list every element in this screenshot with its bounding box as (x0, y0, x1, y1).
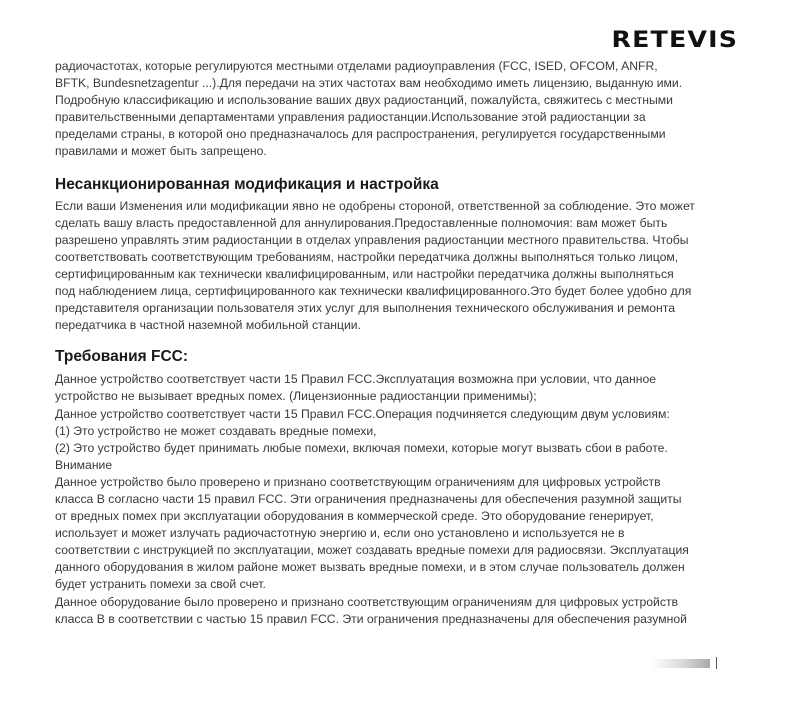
text-line: Внимание (55, 457, 113, 472)
text-line: (2) Это устройство будет принимать любые помехи, включая помехи, которые могут вызвать сбои в работе. (55, 440, 668, 455)
text-line: использует и может излучать радиочастотную энергию и, если оно установлено и используется не в (55, 526, 625, 541)
text-line: Данное устройство соответствует части 15 Правил FCC.Операция подчиняется следующим двум условиям: (55, 406, 670, 421)
text-line: сертифицированным как технически квалифицированным, или настройки передатчика должны выполняться (55, 266, 674, 281)
text-line: данного оборудования в жилом районе может вызвать вредные помехи, и в этом случае пользователь должен (55, 560, 685, 575)
retevis-logo: RETEVIS (611, 28, 738, 53)
text-line: Если ваши Изменения или модификации явно не одобрены стороной, ответственной за соблюдение. Это может (55, 198, 695, 213)
footer-page-marker (716, 657, 717, 669)
text-line: Данное устройство было проверено и признано соответствующим ограничениям для цифровых устройств (55, 474, 661, 489)
text-line: сделать вашу власть предоставленной для аннулирования.Предоставленные полномочия: вам может быть (55, 215, 668, 230)
text-line: передатчика в частной наземной мобильной станции. (55, 318, 361, 333)
text-line: соответствовать соответствующим требованиям, настройки передатчика должны выполняться только лицом, (55, 249, 679, 264)
text-line: под наблюдением лица, сертифицированного как технически квалифицированного.Это будет более удобно для (55, 284, 692, 299)
section-heading-fcc: Требования FCC: (55, 348, 189, 366)
intro-paragraph (55, 58, 745, 161)
text-line: будет устранить помехи за свой счет. (55, 577, 266, 592)
section-heading-modification: Несанкционированная модификация и настройка (55, 175, 439, 193)
fcc-paragraph (55, 371, 745, 627)
text-line: класса B согласно части 15 правил FCC. Эти ограничения предназначены для обеспечения разумной защиты (55, 491, 682, 506)
text-line: правилами и может быть запрещено. (55, 144, 267, 159)
page-content (55, 58, 745, 628)
text-line: (1) Это устройство не может создавать вредные помехи, (55, 423, 377, 438)
text-line: представителя организации пользователя этих услуг для выполнения технического обслуживания и ремонта (55, 301, 675, 316)
footer-decor-bar (652, 659, 710, 668)
text-line: от вредных помех при эксплуатации оборудования в коммерческой среде. Это оборудование генерирует, (55, 509, 654, 524)
text-line: класса B в соответствии с частью 15 правил FCC. Эти ограничения предназначены для обеспечения разумной (55, 611, 687, 626)
text-line: устройство не вызывает вредных помех. (Лицензионные радиостанции применимы); (55, 389, 537, 404)
text-line: Данное устройство соответствует части 15 Правил FCC.Эксплуатация возможна при условии, что данное (55, 372, 657, 387)
text-line: Данное оборудование было проверено и признано соответствующим ограничениям для цифровых устройств (55, 594, 679, 609)
text-line: соответствии с инструкцией по эксплуатации, может создавать вредные помехи для радиосвязи. Эксплуатация (55, 543, 689, 558)
modification-paragraph (55, 198, 745, 335)
text-line: BFTK, Bundesnetzagentur ...).Для передачи на этих частотах вам необходимо иметь лицензию, выданную ими. (55, 76, 683, 91)
text-line: пределами страны, в которой оно предназначалось для распространения, регулируется государственными (55, 127, 666, 142)
text-line: правительственными департаментами управления радиостанции.Использование этой радиостанции за (55, 110, 646, 125)
text-line: радиочастотах, которые регулируются местными отделами радиоуправления (FCC, ISED, OFCOM, ANFR, (55, 59, 658, 73)
text-line: разрешено управлять этим радиостанции в отделах управления радиостанции местного правительства. Чтобы (55, 232, 689, 247)
text-line: Подробную классификацию и использование ваших двух радиостанций, пожалуйста, свяжитесь с местными (55, 93, 673, 108)
